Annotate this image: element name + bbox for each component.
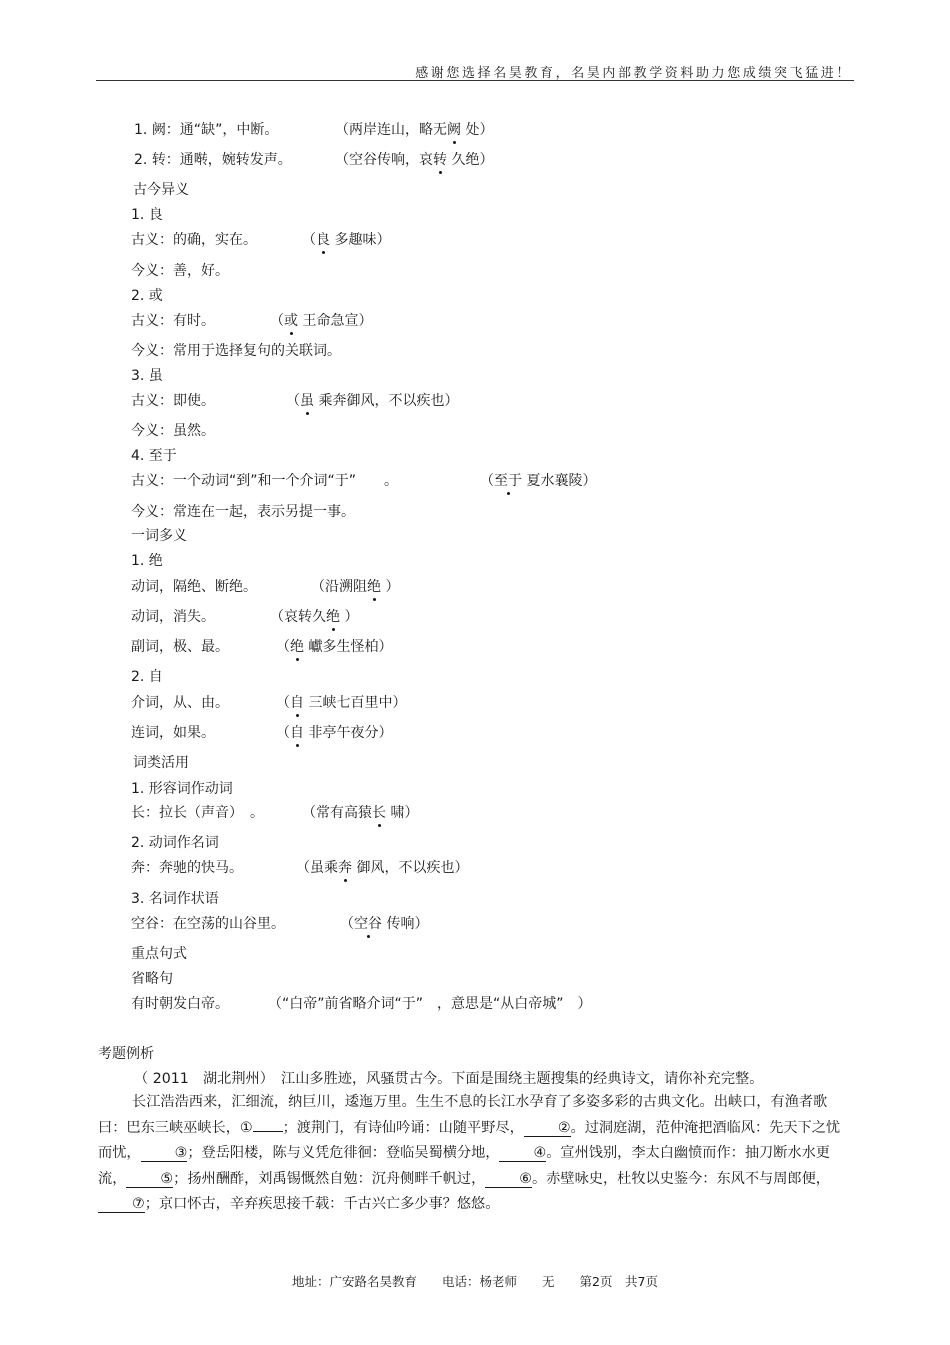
gujin-example-4: （至于 夏水襄陵） [480,473,597,489]
gujin-head-4: 4. 至于 [131,448,177,464]
tongjia-item-2: 2. 转：通啭，婉转发声。 [134,152,292,168]
duoyi-def-2-2: 连词，如果。 [131,725,215,741]
gujin-gu-1: 古义：的确，实在。 [131,232,257,248]
duoyi-example-2-1: （自 三峡七百里中） [276,695,407,711]
gujin-example-1: （良 多趣味） [302,232,391,248]
jushi-note: （“白帝”前省略介词“于” ，意思是“从白帝城” ） [268,996,592,1012]
gujin-gu-4: 古义：一个动词“到”和一个介词“于” 。 [131,473,399,489]
header-slogan: 感谢您选择名昊教育，名昊内部教学资料助力您成绩突飞猛进！ [415,66,852,81]
exam-intro: （ 2011 湖北荆州） 江山多胜迹，风骚贯古今。下面是围绕主题搜集的经典诗文，请你补充完整。 [134,1071,764,1087]
gujin-example-2: （或 王命急宣） [270,313,373,329]
huoyong-def-1: 长：拉长（声音） 。 [131,805,264,821]
huoyong-def-3: 空谷：在空荡的山谷里。 [131,916,285,932]
gujin-jin-3: 今义：虽然。 [131,423,215,439]
gujin-jin-2: 今义：常用于选择复句的关联词。 [131,343,341,359]
section-title-duoyi: 一词多义 [131,528,187,544]
gujin-head-1: 1. 良 [131,207,163,223]
jushi-subtitle: 省略句 [131,971,173,987]
duoyi-example-1-1: （沿溯阻绝 ） [311,579,400,595]
blank-5[interactable]: ⑤ [126,1171,173,1188]
duoyi-def-2-1: 介词，从、由。 [131,695,229,711]
duoyi-def-1-2: 动词，消失。 [131,609,215,625]
gujin-head-3: 3. 虽 [131,368,163,384]
section-title-gujin: 古今异义 [133,182,189,198]
huoyong-example-2: （虽乘奔 御风，不以疾也） [296,860,469,876]
huoyong-head-2: 2. 动词作名词 [131,835,219,851]
section-title-huoyong: 词类活用 [133,755,189,771]
blank-6[interactable]: ⑥ [485,1171,532,1188]
huoyong-head-3: 3. 名词作状语 [131,891,219,907]
tongjia-example-1: （两岸连山，略无阙 处） [335,122,494,138]
huoyong-example-3: （空谷 传响） [340,916,429,932]
tongjia-item-1: 1. 阙：通“缺”，中断。 [134,122,279,138]
duoyi-example-1-2: （哀转久绝 ） [270,609,359,625]
blank-3[interactable]: ③ [141,1145,188,1162]
jushi-sentence: 有时朝发白帝。 [131,996,229,1012]
duoyi-example-2-2: （自 非亭午夜分） [276,725,393,741]
page-footer: 地址：广安路名昊教育 电话：杨老师 无 第2页 共7页 [292,1274,658,1289]
gujin-example-3: （虽 乘奔御风，不以疾也） [286,393,459,409]
section-title-jushi: 重点句式 [131,946,187,962]
header-rule [96,80,854,81]
duoyi-def-1-1: 动词，隔绝、断绝。 [131,579,257,595]
huoyong-head-1: 1. 形容词作动词 [131,781,233,797]
gujin-jin-1: 今义：善，好。 [131,263,229,279]
duoyi-def-1-3: 副词，极、最。 [131,639,229,655]
blank-4[interactable]: ④ [499,1145,546,1162]
gujin-jin-4: 今义：常连在一起，表示另提一事。 [131,504,355,520]
duoyi-word-2: 2. 自 [131,669,163,685]
huoyong-def-2: 奔：奔驰的快马。 [131,860,243,876]
huoyong-example-1: （常有高猿长 啸） [302,805,419,821]
gujin-head-2: 2. 或 [131,288,163,304]
duoyi-word-1: 1. 绝 [131,553,163,569]
section-title-exam: 考题例析 [98,1046,154,1062]
blank-7[interactable]: ⑦ [98,1196,145,1213]
exam-passage: 长江浩浩西来，汇细流，纳巨川，逶迤万里。生生不息的长江水孕育了多姿多彩的古典文化。出峡口，有渔者歌曰：巴东三峡巫峡长，① ；渡荆门，有诗仙吟诵：山随平野尽， ②。过洞庭湖，范仲淹把酒临风：先天下之忧而忧， ③；登岳阳楼，陈与义凭危徘徊：登临吴蜀横分地， ④。宣州饯别，李太白幽愤而作：抽刀断水水更流， ⑤；扬州酬酢，刘禹锡慨然自勉：沉舟侧畔千帆过， ⑥。赤壁咏史，杜牧以史鉴今：东风不与周郎便，⑦；京口怀古，辛弃疾思接千载：千古兴亡多少事？悠悠。 [98,1094,841,1212]
blank-2[interactable]: ② [524,1120,571,1137]
gujin-gu-2: 古义：有时。 [131,313,215,329]
duoyi-example-1-3: （绝 巘多生怪柏） [276,639,393,655]
tongjia-example-2: （空谷传响，哀转 久绝） [335,152,494,168]
gujin-gu-3: 古义：即使。 [131,393,215,409]
